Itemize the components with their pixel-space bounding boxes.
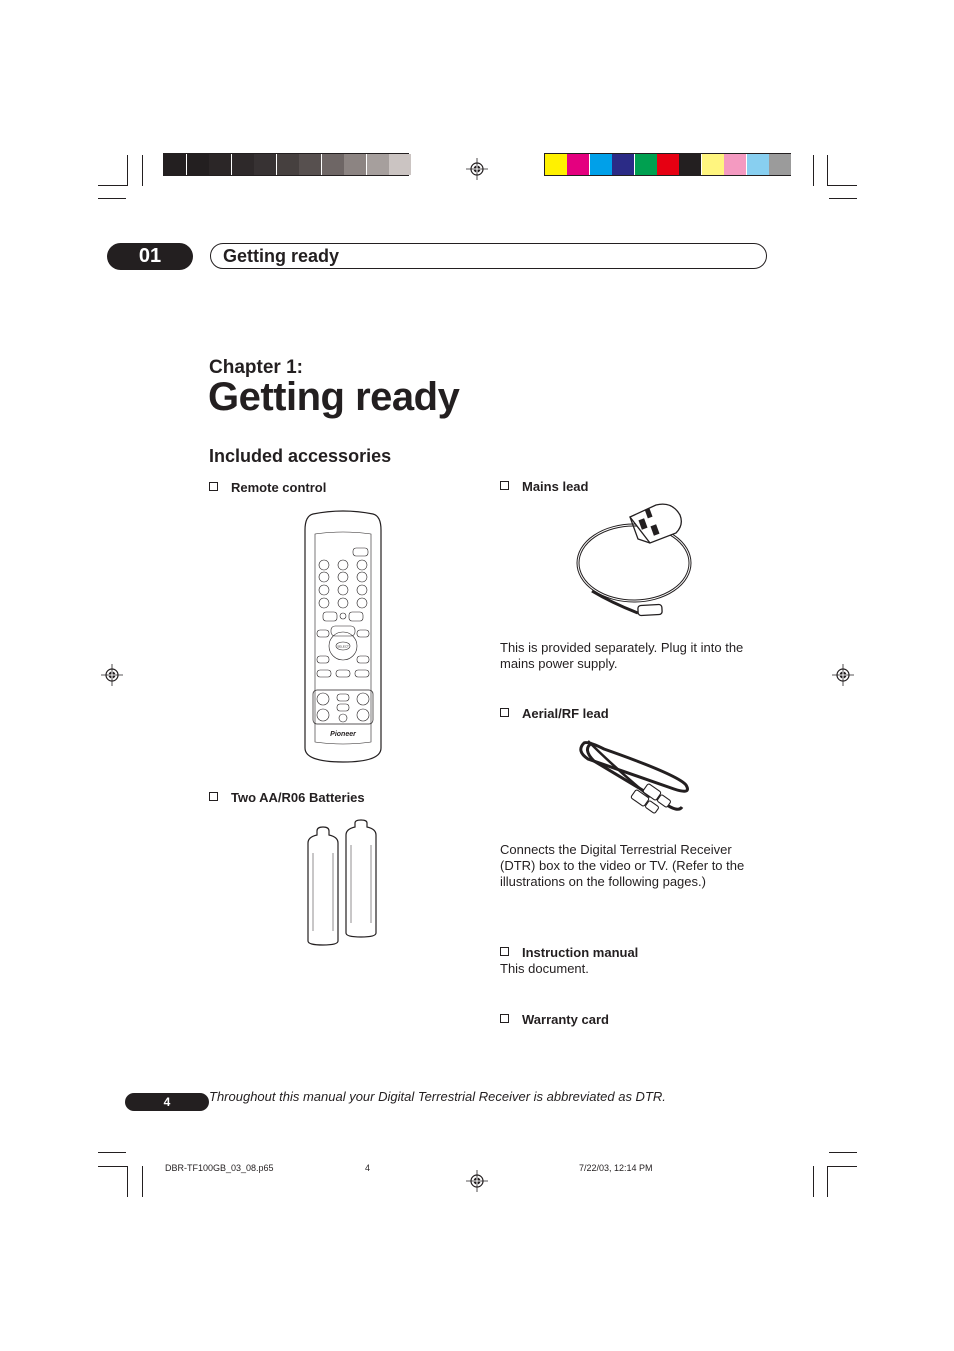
- accessory-item-mains-lead: [500, 479, 588, 494]
- aerial-lead-description: Connects the Digital Terrestrial Receiver (DTR) box to the video or TV. (Refer to the illustrations on the following pages.): [500, 842, 745, 889]
- color-swatch: [747, 154, 769, 175]
- gray-swatch: [254, 154, 276, 175]
- slug-filename: DBR-TF100GB_03_08.p65: [165, 1163, 274, 1173]
- gray-swatch: [187, 154, 209, 175]
- accessory-item-manual: [500, 945, 638, 960]
- color-swatch: [657, 154, 679, 175]
- crop-mark: [142, 1166, 143, 1197]
- mains-lead-description: This is provided separately. Plug it into the mains power supply.: [500, 640, 744, 671]
- gray-swatch: [389, 154, 411, 175]
- checkbox-icon: [500, 947, 509, 956]
- accessory-item-remote: [209, 480, 326, 495]
- color-swatch: [545, 154, 567, 175]
- accessory-item-warranty: [500, 1012, 609, 1027]
- gray-swatch: [277, 154, 299, 175]
- gray-swatch: [209, 154, 231, 175]
- checkbox-icon: [500, 481, 509, 490]
- crop-mark: [829, 1152, 857, 1153]
- color-swatch: [612, 154, 634, 175]
- crop-mark: [829, 198, 857, 199]
- slug-date: 7/22/03, 12:14 PM: [579, 1163, 653, 1173]
- gray-swatch: [299, 154, 321, 175]
- running-header: [210, 243, 767, 269]
- footnote: Throughout this manual your Digital Terrestrial Receiver is abbreviated as DTR.: [209, 1089, 666, 1104]
- chapter-label: Chapter 1:: [209, 357, 303, 378]
- crop-mark: [127, 155, 128, 186]
- crop-mark: [98, 185, 127, 186]
- gray-swatch: [164, 154, 186, 175]
- batteries-illustration: [303, 819, 383, 947]
- remote-brand-logo: Pioneer: [330, 731, 356, 738]
- registration-mark-icon: [466, 158, 488, 180]
- color-swatch: [702, 154, 724, 175]
- mains-lead-illustration: [572, 503, 692, 623]
- checkbox-icon: [500, 1014, 509, 1023]
- section-heading: Included accessories: [209, 446, 392, 466]
- crop-mark: [98, 198, 126, 199]
- color-swatch: [679, 154, 701, 175]
- color-swatch: [590, 154, 612, 175]
- registration-mark-icon: [466, 1170, 488, 1192]
- color-swatch: [567, 154, 589, 175]
- accessory-label: Instruction manual: [522, 945, 639, 960]
- crop-mark: [98, 1152, 126, 1153]
- remote-control-illustration: [303, 510, 383, 764]
- crop-mark: [813, 155, 814, 186]
- manual-description: This document.: [500, 961, 589, 976]
- accessory-item-batteries: [209, 790, 365, 805]
- crop-mark: [827, 155, 828, 186]
- gray-swatch: [367, 154, 389, 175]
- registration-mark-icon: [832, 664, 854, 686]
- page-title: Getting ready: [208, 375, 460, 419]
- gray-swatch: [412, 154, 434, 175]
- accessory-label: Remote control: [231, 480, 327, 495]
- page-number: 4: [125, 1093, 209, 1111]
- accessory-label: Mains lead: [522, 479, 589, 494]
- registration-mark-icon: [101, 664, 123, 686]
- crop-mark: [142, 155, 143, 186]
- color-swatch: [635, 154, 657, 175]
- chapter-number-badge: 01: [107, 243, 193, 270]
- color-swatch: [769, 154, 791, 175]
- crop-mark: [127, 1166, 128, 1197]
- crop-mark: [813, 1166, 814, 1197]
- accessory-label: Aerial/RF lead: [522, 706, 609, 721]
- running-header-title: Getting ready: [223, 246, 340, 266]
- checkbox-icon: [209, 482, 218, 491]
- crop-mark: [98, 1166, 127, 1167]
- slug-page: 4: [365, 1163, 371, 1173]
- color-swatch: [724, 154, 746, 175]
- checkbox-icon: [209, 792, 218, 801]
- crop-mark: [828, 1166, 857, 1167]
- gray-swatch: [322, 154, 344, 175]
- gray-swatch: [344, 154, 366, 175]
- checkbox-icon: [500, 708, 509, 717]
- crop-mark: [828, 185, 857, 186]
- accessory-label: Two AA/R06 Batteries: [231, 790, 365, 805]
- crop-mark: [827, 1166, 828, 1197]
- gray-swatch: [232, 154, 254, 175]
- accessory-label: Warranty card: [522, 1012, 609, 1027]
- remote-select-label: SELECT: [337, 644, 349, 649]
- aerial-lead-illustration: [574, 737, 694, 825]
- accessory-item-aerial-lead: [500, 706, 609, 721]
